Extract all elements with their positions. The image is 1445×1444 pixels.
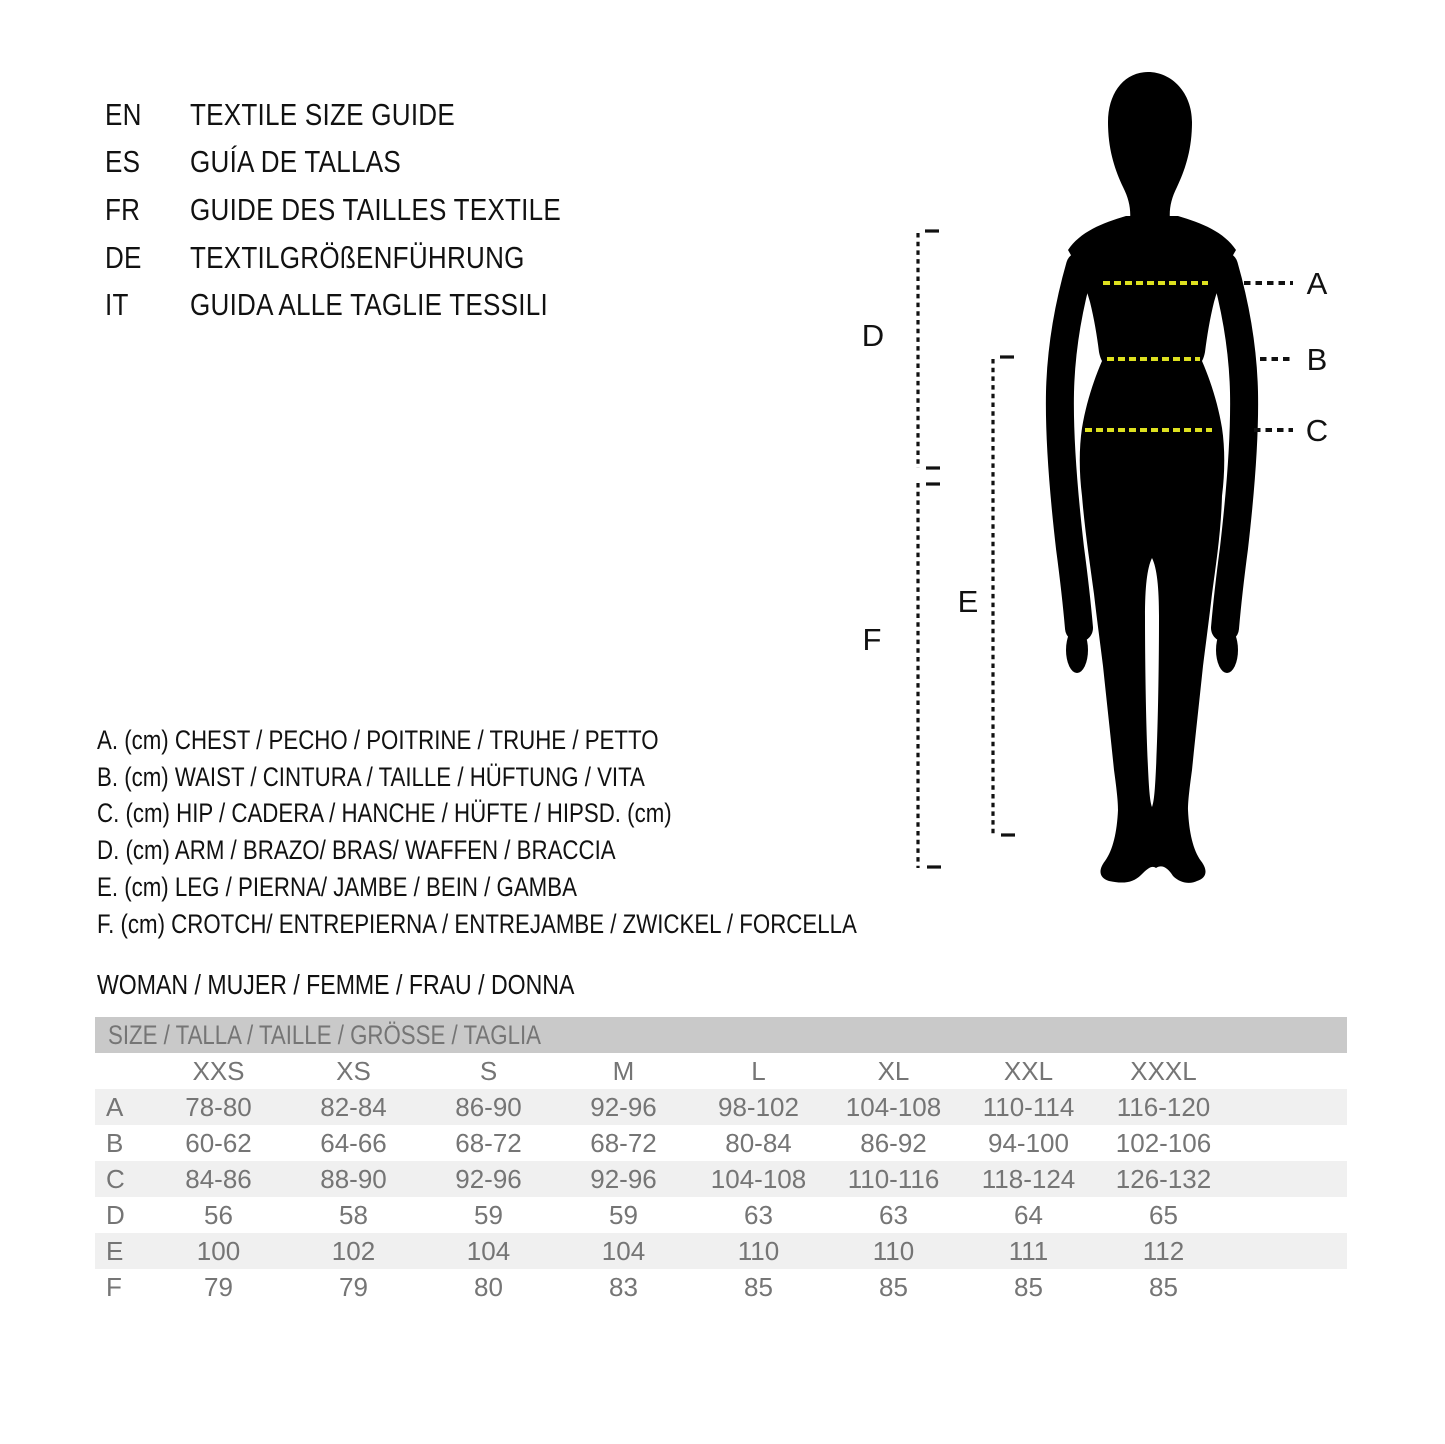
language-code: ES [105, 144, 141, 180]
column-header-s: S [479, 1055, 498, 1086]
guide-title: GUIDA ALLE TAGLIE TESSILI [190, 287, 549, 323]
size-cell: 79 [204, 1271, 233, 1302]
key-text: F. (cm) CROTCH/ ENTREPIERNA / ENTREJAMBE / ZWICKEL / FORCELLA [97, 908, 857, 939]
size-cell: 88-90 [320, 1163, 387, 1194]
row-label: D [106, 1199, 125, 1230]
guide-title: GUÍA DE TALLAS [190, 144, 401, 180]
marker-label-waist: B [1306, 342, 1328, 377]
size-cell: 111 [1008, 1235, 1049, 1266]
key-line-leg [97, 869, 1002, 906]
size-cell: 85 [879, 1271, 908, 1302]
size-cell: 92-96 [590, 1163, 657, 1194]
key-text: E. (cm) LEG / PIERNA/ JAMBE / BEIN / GAMBA [97, 872, 577, 903]
size-cell: 85 [744, 1271, 773, 1302]
table-row-chest [95, 1089, 1347, 1125]
size-cell: 56 [204, 1199, 233, 1230]
size-cell: 64 [1014, 1199, 1043, 1230]
silhouette-left-hand [1066, 627, 1088, 673]
gender-heading-text: WOMAN / MUJER / FEMME / FRAU / DONNA [97, 969, 575, 1000]
size-cell: 65 [1149, 1199, 1178, 1230]
table-row-waist [95, 1125, 1347, 1161]
column-header-xl: XL [877, 1055, 910, 1086]
column-header-xxxl: XXXL [1130, 1055, 1197, 1086]
key-line-chest [97, 722, 1002, 759]
language-row-en [105, 91, 632, 139]
size-cell: 102 [331, 1235, 376, 1266]
size-cell: 102-106 [1115, 1127, 1212, 1158]
size-cell: 83 [609, 1271, 638, 1302]
marker-label-crotch: F [862, 622, 882, 657]
silhouette-right-arm [1224, 266, 1244, 628]
column-header-l: L [751, 1055, 766, 1086]
size-cell: 100 [196, 1235, 241, 1266]
language-row-fr [105, 186, 632, 234]
size-cell: 58 [339, 1199, 368, 1230]
size-cell: 110-116 [847, 1163, 940, 1194]
language-row-es [105, 139, 632, 187]
size-cell: 80 [474, 1271, 503, 1302]
table-row-arm [95, 1197, 1347, 1233]
row-label: B [106, 1127, 124, 1158]
size-table-header-bar [95, 1017, 1347, 1053]
size-cell: 64-66 [320, 1127, 387, 1158]
size-cell: 112 [1142, 1235, 1185, 1266]
key-line-arm [97, 832, 1002, 869]
language-code: FR [105, 191, 141, 227]
marker-label-chest: A [1306, 266, 1328, 301]
language-title-list [105, 91, 632, 329]
language-code: DE [105, 239, 142, 275]
row-label: F [106, 1271, 122, 1302]
size-cell: 110 [872, 1235, 915, 1266]
key-text: B. (cm) WAIST / CINTURA / TAILLE / HÜFTUNG / VITA [97, 761, 645, 792]
measurement-key [97, 722, 1002, 943]
size-table-header-text: SIZE / TALLA / TAILLE / GRÖSSE / TAGLIA [108, 1019, 542, 1050]
size-cell: 60-62 [185, 1127, 252, 1158]
size-cell: 86-90 [455, 1091, 522, 1122]
silhouette-left-arm [1060, 266, 1080, 628]
key-text: C. (cm) HIP / CADERA / HANCHE / HÜFTE / HIPSD. (cm) [97, 798, 672, 829]
key-line-hip [97, 796, 1002, 833]
size-cell: 68-72 [455, 1127, 522, 1158]
size-cell: 104-108 [845, 1091, 942, 1122]
size-cell: 110-114 [982, 1091, 1075, 1122]
row-label: A [106, 1091, 124, 1122]
table-row-crotch [95, 1269, 1347, 1305]
column-header-xxs: XXS [192, 1055, 245, 1086]
size-cell: 78-80 [185, 1091, 252, 1122]
size-cell: 104 [466, 1235, 511, 1266]
size-cell: 104 [601, 1235, 646, 1266]
size-cell: 92-96 [590, 1091, 657, 1122]
guide-title: GUIDE DES TAILLES TEXTILE [190, 191, 561, 227]
size-cell: 85 [1014, 1271, 1043, 1302]
size-cell: 63 [879, 1199, 908, 1230]
marker-label-leg: E [957, 584, 979, 619]
size-cell: 80-84 [725, 1127, 792, 1158]
key-text: A. (cm) CHEST / PECHO / POITRINE / TRUHE / PETTO [97, 724, 659, 755]
size-cell: 92-96 [455, 1163, 522, 1194]
size-column-header-row [95, 1053, 1347, 1089]
guide-title: TEXTILE SIZE GUIDE [190, 96, 455, 132]
column-header-xxl: XXL [1003, 1055, 1054, 1086]
key-text: D. (cm) ARM / BRAZO/ BRAS/ WAFFEN / BRACCIA [97, 835, 616, 866]
size-cell: 82-84 [320, 1091, 387, 1122]
size-cell: 116-120 [1116, 1091, 1211, 1122]
size-cell: 98-102 [718, 1091, 799, 1122]
size-cell: 84-86 [185, 1163, 252, 1194]
size-cell: 59 [609, 1199, 638, 1230]
table-row-leg [95, 1233, 1347, 1269]
size-cell: 59 [474, 1199, 503, 1230]
guide-title: TEXTILGRÖßENFÜHRUNG [190, 239, 525, 275]
size-table [95, 1017, 1347, 1305]
key-line-waist [97, 759, 1002, 796]
marker-label-arm: D [861, 318, 885, 353]
key-line-crotch [97, 906, 1002, 943]
size-cell: 110 [737, 1235, 780, 1266]
size-cell: 68-72 [590, 1127, 657, 1158]
marker-label-hip: C [1305, 413, 1329, 448]
row-label: C [106, 1163, 125, 1194]
size-cell: 79 [339, 1271, 368, 1302]
language-code: EN [105, 96, 142, 132]
size-cell: 126-132 [1115, 1163, 1212, 1194]
gender-heading [97, 969, 665, 1001]
column-header-xs: XS [336, 1055, 371, 1086]
language-code: IT [105, 287, 129, 323]
language-row-it [105, 281, 632, 329]
size-cell: 85 [1149, 1271, 1178, 1302]
size-cell: 94-100 [988, 1127, 1069, 1158]
size-cell: 104-108 [710, 1163, 807, 1194]
size-cell: 63 [744, 1199, 773, 1230]
column-header-m: M [612, 1055, 635, 1086]
silhouette-right-hand [1216, 627, 1238, 673]
language-row-de [105, 234, 632, 282]
size-cell: 86-92 [860, 1127, 927, 1158]
row-label: E [106, 1235, 124, 1266]
table-row-hip [95, 1161, 1347, 1197]
size-cell: 118-124 [981, 1163, 1076, 1194]
